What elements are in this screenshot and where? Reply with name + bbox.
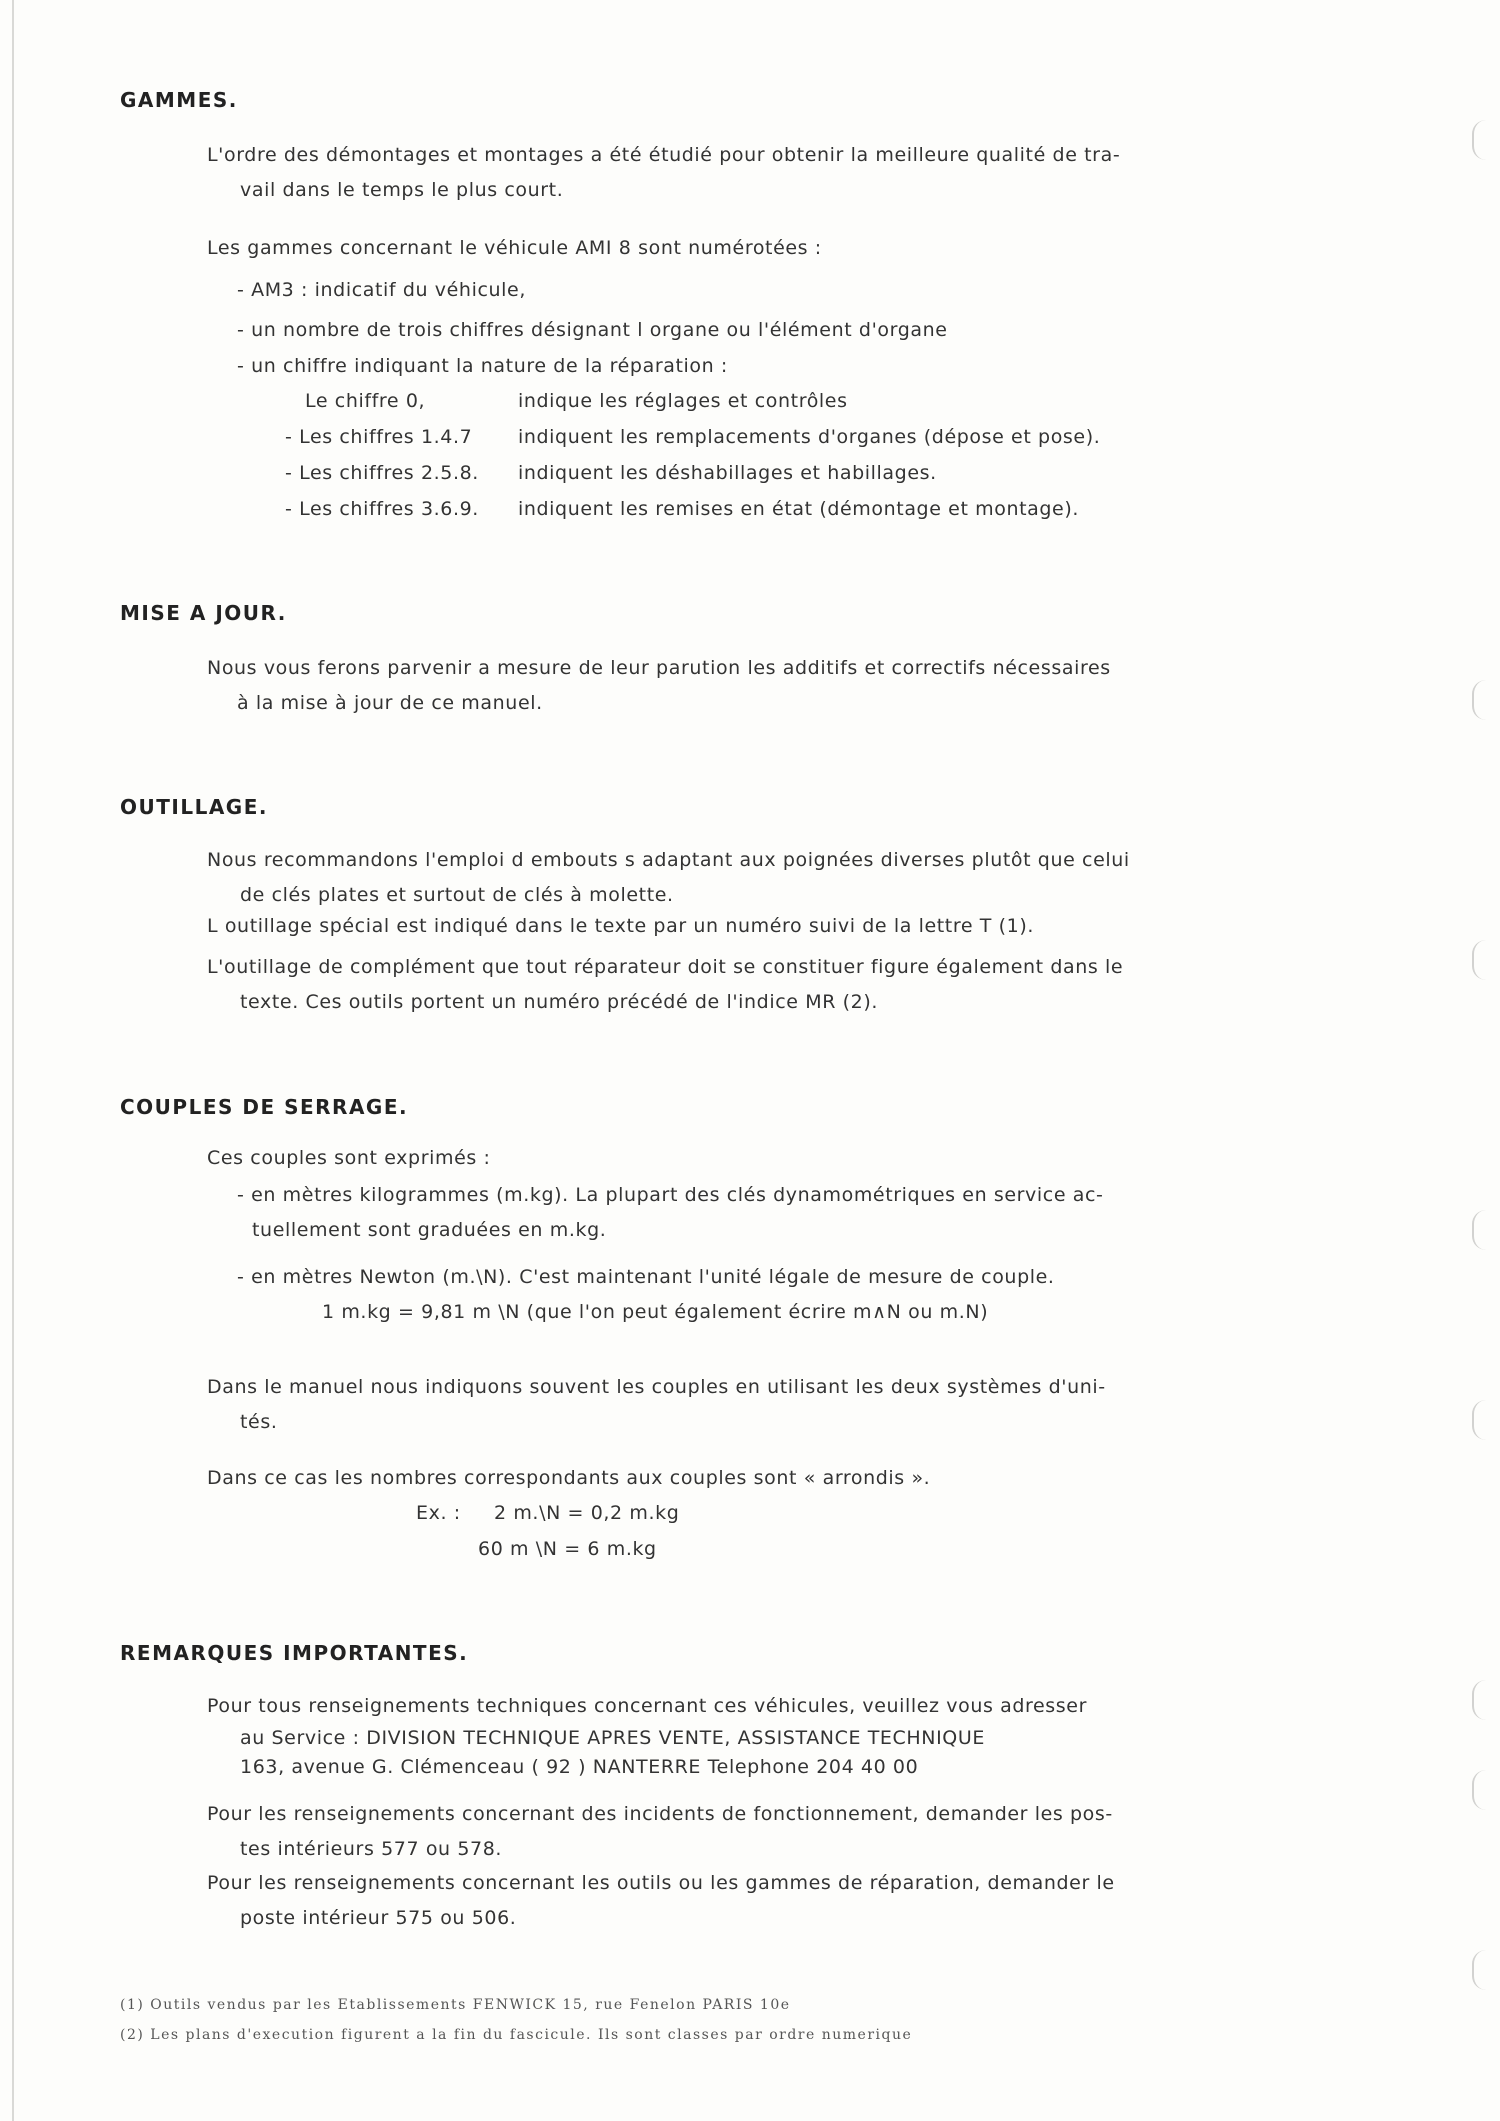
couples-manual — [207, 1370, 1197, 1440]
gammes-sub-item — [285, 426, 1100, 448]
scan-margin-marks — [1460, 0, 1500, 2121]
outillage-p3-line2: texte. Ces outils portent un numéro précédé de l'indice MR (2). — [240, 991, 878, 1013]
footnote-1: (1) Outils vendus par les Etablissements FENWICK 15, rue Fenelon PARIS 10e — [120, 1997, 791, 2013]
outillage-p2: L outillage spécial est indiqué dans le texte par un numéro suivi de la lettre T (1). — [207, 915, 1034, 937]
gammes-sub-item — [285, 498, 1079, 520]
sub-item-codes: - Les chiffres 3.6.9. — [285, 498, 479, 520]
couples-manual-line1: Dans le manuel nous indiquons souvent les couples en utilisant les deux systèmes d'uni- — [207, 1376, 1106, 1398]
remarques-p1-line2: au Service : DIVISION TECHNIQUE APRES VENTE, ASSISTANCE TECHNIQUE — [240, 1727, 985, 1749]
outillage-p3-line1: L'outillage de complément que tout réparateur doit se constituer figure également dans le — [207, 956, 1124, 978]
sub-item-text: indiquent les remises en état (démontage et montage). — [518, 498, 1079, 520]
remarques-p1-line1: Pour tous renseignements techniques concernant ces véhicules, veuillez vous adresser — [207, 1695, 1087, 1717]
remarques-p1-line3: 163, avenue G. Clémenceau ( 92 ) NANTERRE Telephone 204 40 00 — [240, 1756, 919, 1778]
couples-example-label: Ex. : — [416, 1502, 461, 1524]
section-title-remarques: REMARQUES IMPORTANTES. — [120, 1641, 469, 1665]
remarques-p2-line2: tes intérieurs 577 ou 578. — [240, 1838, 503, 1860]
sub-item-text: indiquent les déshabillages et habillages. — [518, 462, 937, 484]
gammes-item: - AM3 : indicatif du véhicule, — [237, 279, 526, 301]
sub-item-codes: - Les chiffres 2.5.8. — [285, 462, 479, 484]
outillage-p3 — [207, 950, 1197, 1020]
couples-example-2: 60 m \N = 6 m.kg — [478, 1538, 657, 1560]
gammes-intro-line2: vail dans le temps le plus court. — [240, 179, 564, 201]
couples-item2: - en mètres Newton (m.\N). C'est maintenant l'unité légale de mesure de couple. — [237, 1266, 1055, 1288]
sub-item-codes: Le chiffre 0, — [305, 390, 426, 412]
sub-item-text: indiquent les remplacements d'organes (dépose et pose). — [518, 426, 1101, 448]
gammes-sub-item — [305, 390, 848, 412]
gammes-intro-line1: L'ordre des démontages et montages a été étudié pour obtenir la meilleure qualité de tra- — [207, 144, 1121, 166]
gammes-sub-item — [285, 462, 937, 484]
couples-item1-line2: tuellement sont graduées en m.kg. — [252, 1219, 607, 1241]
gammes-item: - un chiffre indiquant la nature de la réparation : — [237, 355, 728, 377]
remarques-p2 — [207, 1797, 1197, 1867]
remarques-p3-line2: poste intérieur 575 ou 506. — [240, 1907, 517, 1929]
page-edge — [12, 0, 14, 2121]
couples-equivalence: 1 m.kg = 9,81 m \N (que l'on peut également écrire m∧N ou m.N) — [322, 1301, 989, 1323]
section-title-mise-a-jour: MISE A JOUR. — [120, 601, 287, 625]
mise-a-jour-line2: à la mise à jour de ce manuel. — [237, 692, 543, 714]
gammes-item: - un nombre de trois chiffres désignant l organe ou l'élément d'organe — [237, 319, 948, 341]
mise-a-jour-text — [207, 651, 1197, 721]
sub-item-codes: - Les chiffres 1.4.7 — [285, 426, 473, 448]
section-title-outillage: OUTILLAGE. — [120, 795, 268, 819]
mise-a-jour-line1: Nous vous ferons parvenir a mesure de leur parution les additifs et correctifs nécessaires — [207, 657, 1111, 679]
outillage-p1-line2: de clés plates et surtout de clés à molette. — [240, 884, 674, 906]
section-title-couples: COUPLES DE SERRAGE. — [120, 1095, 409, 1119]
remarques-p3 — [207, 1866, 1197, 1936]
remarques-p3-line1: Pour les renseignements concernant les outils ou les gammes de réparation, demander le — [207, 1872, 1115, 1894]
couples-item1 — [237, 1178, 1227, 1248]
footnote-2: (2) Les plans d'execution figurent a la fin du fascicule. Ils sont classes par ordre numerique — [120, 2027, 913, 2043]
remarques-p2-line1: Pour les renseignements concernant des incidents de fonctionnement, demander les pos- — [207, 1803, 1113, 1825]
couples-manual-line2: tés. — [240, 1411, 278, 1433]
couples-intro: Ces couples sont exprimés : — [207, 1147, 491, 1169]
couples-item1-line1: - en mètres kilogrammes (m.kg). La plupart des clés dynamométriques en service ac- — [237, 1184, 1104, 1206]
outillage-p1 — [207, 843, 1197, 913]
couples-rounding: Dans ce cas les nombres correspondants aux couples sont « arrondis ». — [207, 1467, 931, 1489]
gammes-intro — [207, 138, 1197, 208]
couples-example-1: 2 m.\N = 0,2 m.kg — [494, 1502, 680, 1524]
outillage-p1-line1: Nous recommandons l'emploi d embouts s adaptant aux poignées diverses plutôt que celui — [207, 849, 1130, 871]
section-title-gammes: GAMMES. — [120, 88, 238, 112]
gammes-numbering-intro: Les gammes concernant le véhicule AMI 8 sont numérotées : — [207, 237, 822, 259]
sub-item-text: indique les réglages et contrôles — [518, 390, 848, 412]
remarques-p1 — [207, 1690, 1197, 1780]
